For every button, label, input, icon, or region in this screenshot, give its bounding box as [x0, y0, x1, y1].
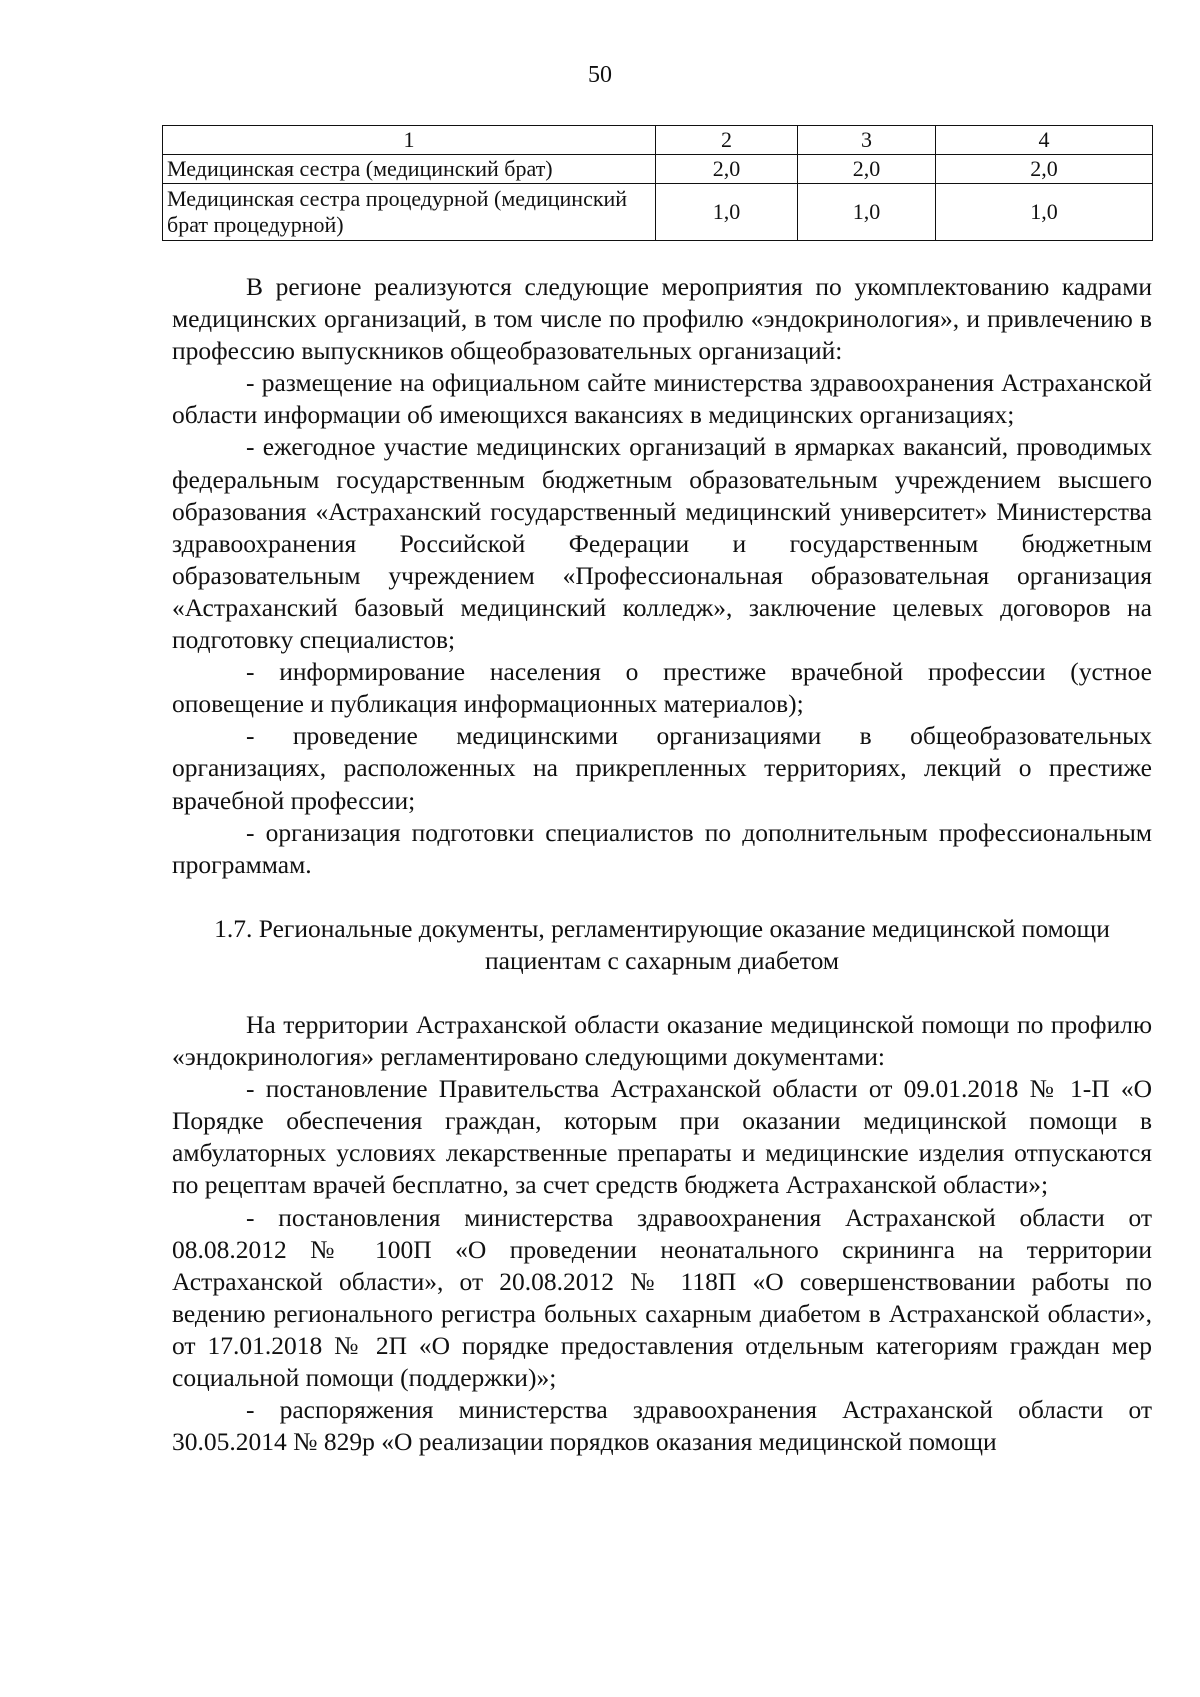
table-header-cell: 2 [656, 126, 798, 155]
list-item: - постановление Правительства Астраханской области от 09.01.2018 № 1-П «О Порядке обеспечения граждан, которым при оказании медицинской помощи в амбулаторных условиях лекарственные препараты и медицинские изделия отпускаются по рецептам врачей бесплатно, за счет средств бюджета Астраханской области»; [172, 1074, 1152, 1200]
table-header-cell: 3 [798, 126, 936, 155]
table-row [163, 155, 1153, 184]
paragraph: На территории Астраханской области оказание медицинской помощи по профилю «эндокринология» регламентировано следующими документами: [172, 1009, 1152, 1072]
table-cell-value: 2,0 [656, 155, 798, 184]
list-item: - постановления министерства здравоохранения Астраханской области от 08.08.2012 № 100П «О проведении неонатального скрининга на территории Астраханской области», от 20.08.2012 № 118П «О совершенствовании работы по ведению регионального регистра больных сахарным диабетом в Астраханской области», от 17.01.2018 № 2П «О порядке предоставления отдельным категориям граждан мер социальной помощи (поддержки)»; [172, 1202, 1152, 1392]
table-cell-value: 1,0 [798, 184, 936, 241]
paragraph: В регионе реализуются следующие мероприятия по укомплектованию кадрами медицинских организаций, в том числе по профилю «эндокринология», и привлечению в профессию выпускников общеобразовательных организаций: [172, 272, 1152, 366]
list-item: - размещение на официальном сайте министерства здравоохранения Астраханской области информации об имеющихся вакансиях в медицинских организациях; [172, 368, 1152, 430]
list-item: - ежегодное участие медицинских организаций в ярмарках вакансий, проводимых федеральным государственным бюджетным образовательным учреждением высшего образования «Астраханский государственный медицинский университет» Министерства здравоохранения Российской Федерации и государственным бюджетным образовательным учреждением «Профессиональная образовательная организация «Астраханский базовый медицинский колледж», заключение целевых договоров на подготовку специалистов; [172, 432, 1152, 655]
list-item: - организация подготовки специалистов по дополнительным профессиональным программам. [172, 817, 1152, 879]
list-item: - проведение медицинскими организациями в общеобразовательных организациях, расположенных на прикрепленных территориях, лекций о престиже врачебной профессии; [172, 721, 1152, 815]
table-cell-position: Медицинская сестра (медицинский брат) [163, 155, 656, 184]
section-heading: 1.7. Региональные документы, регламентирующие оказание медицинской помощи пациентам с сахарным диабетом [214, 913, 1110, 975]
table-header-cell: 1 [163, 126, 656, 155]
table-cell-position: Медицинская сестра процедурной (медицинский брат процедурной) [163, 184, 656, 241]
document-body [172, 271, 1152, 1458]
table-cell-value: 1,0 [656, 184, 798, 241]
table-row [163, 184, 1153, 241]
table-header-row [163, 126, 1153, 155]
page-number: 50 [588, 62, 612, 88]
table-header-cell: 4 [936, 126, 1153, 155]
table-cell-value: 2,0 [936, 155, 1153, 184]
staffing-table [162, 125, 1153, 241]
list-item: - распоряжения министерства здравоохранения Астраханской области от 30.05.2014 № 829р «О реализации порядков оказания медицинской помощи [172, 1395, 1152, 1457]
table-cell-value: 1,0 [936, 184, 1153, 241]
table-cell-value: 2,0 [798, 155, 936, 184]
list-item: - информирование населения о престиже врачебной профессии (устное оповещение и публикация информационных материалов); [172, 657, 1152, 719]
